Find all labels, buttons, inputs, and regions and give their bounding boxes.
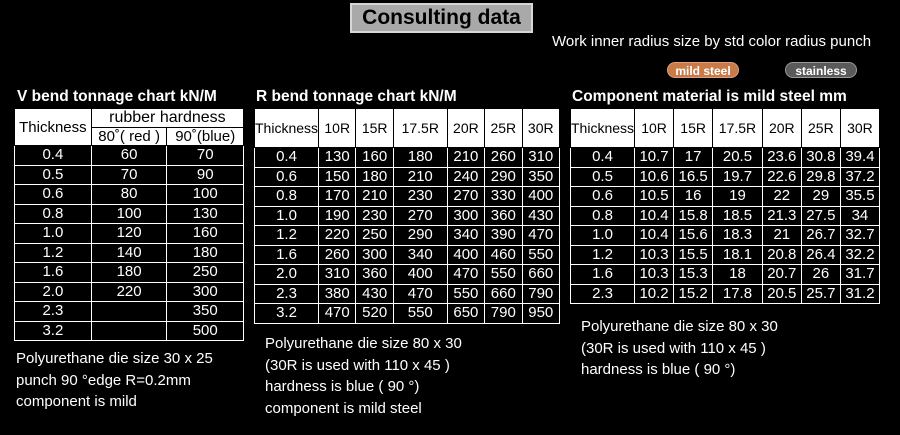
table-row	[255, 226, 560, 246]
table-cell: 790	[485, 304, 522, 324]
table-row	[15, 165, 244, 185]
table-cell: 1.6	[571, 265, 635, 285]
table-cell: 10.3	[635, 265, 674, 285]
table-cell: 2.0	[255, 265, 319, 285]
table-cell: 150	[319, 167, 356, 187]
table-cell: 1.2	[15, 243, 92, 263]
table-row	[571, 245, 880, 265]
table-row	[571, 148, 880, 168]
table-cell: 16.5	[674, 167, 713, 187]
table-cell: 20.7	[762, 265, 801, 285]
table-cell: 250	[167, 263, 244, 283]
component-notes	[581, 316, 778, 381]
table-cell: 31.7	[840, 265, 879, 285]
table-cell: 340	[393, 245, 447, 265]
column-header: Thickness	[255, 109, 319, 148]
table-cell: 400	[447, 245, 484, 265]
table-cell: 160	[356, 148, 393, 168]
table-cell: 240	[447, 167, 484, 187]
table-row	[571, 187, 880, 207]
table-cell: 31.2	[840, 284, 879, 304]
table-cell: 350	[167, 302, 244, 322]
table-cell: 18.5	[713, 206, 763, 226]
table-cell: 2.0	[15, 282, 92, 302]
table-cell: 500	[167, 321, 244, 341]
table-row	[255, 187, 560, 207]
column-header: 10R	[635, 109, 674, 148]
table-cell: 0.8	[15, 204, 92, 224]
table-row	[15, 185, 244, 205]
table-cell: 130	[167, 204, 244, 224]
column-header: 30R	[522, 109, 559, 148]
table-cell: 300	[356, 245, 393, 265]
page-title: Consulting data	[350, 3, 533, 33]
table-cell: 17.8	[713, 284, 763, 304]
column-header: 17.5R	[713, 109, 763, 148]
v-bend-notes	[16, 348, 213, 413]
table-row	[255, 148, 560, 168]
table-row	[571, 206, 880, 226]
table-cell: 100	[91, 204, 167, 224]
r-bend-notes	[265, 333, 462, 419]
page-subtitle: Work inner radius size by std color radius punch	[552, 33, 872, 50]
table-cell: 10.4	[635, 226, 674, 246]
table-cell: 1.0	[15, 224, 92, 244]
table-cell: 260	[319, 245, 356, 265]
table-cell: 220	[91, 282, 167, 302]
table-cell: 260	[485, 148, 522, 168]
table-cell: 32.7	[840, 226, 879, 246]
table-row	[571, 226, 880, 246]
table-cell: 310	[522, 148, 559, 168]
table-row	[15, 146, 244, 166]
table-cell: 22	[762, 187, 801, 207]
v-bend-note: Polyurethane die size 30 x 25	[16, 350, 213, 367]
table-cell: 19	[713, 187, 763, 207]
table-cell: 30.8	[801, 148, 840, 168]
r-bend-note: component is mild steel	[265, 399, 422, 417]
table-cell: 35.5	[840, 187, 879, 207]
r-bend-title: R bend tonnage chart kN/M	[256, 88, 457, 105]
table-cell: 0.5	[15, 165, 92, 185]
column-header: 15R	[674, 109, 713, 148]
r-bend-note: Polyurethane die size 80 x 30	[265, 335, 462, 352]
v-bend-note: component is mild	[16, 393, 137, 410]
table-cell: 270	[393, 206, 447, 226]
table-cell: 230	[393, 187, 447, 207]
column-header: 10R	[319, 109, 356, 148]
table-cell: 10.2	[635, 284, 674, 304]
table-cell: 550	[522, 245, 559, 265]
table-row	[255, 304, 560, 324]
table-cell: 70	[167, 146, 244, 166]
table-cell: 460	[485, 245, 522, 265]
table-cell: 17	[674, 148, 713, 168]
table-cell: 15.8	[674, 206, 713, 226]
table-cell: 210	[447, 148, 484, 168]
table-cell: 470	[319, 304, 356, 324]
table-cell: 70	[91, 165, 167, 185]
column-header: 17.5R	[393, 109, 447, 148]
table-cell: 470	[447, 265, 484, 285]
table-cell: 360	[485, 206, 522, 226]
table-cell: 550	[393, 304, 447, 324]
table-row	[15, 263, 244, 283]
table-cell: 0.6	[571, 187, 635, 207]
table-cell: 1.6	[255, 245, 319, 265]
table-cell: 0.5	[571, 167, 635, 187]
table-cell: 60	[91, 146, 167, 166]
table-cell: 550	[485, 265, 522, 285]
table-cell: 220	[319, 226, 356, 246]
table-row	[15, 204, 244, 224]
v-bend-note: punch 90 °edge R=0.2mm	[16, 371, 191, 389]
table-cell: 430	[522, 206, 559, 226]
table-cell: 400	[522, 187, 559, 207]
table-cell: 26.4	[801, 245, 840, 265]
table-cell: 1.2	[571, 245, 635, 265]
table-cell: 1.0	[571, 226, 635, 246]
table-cell: 39.4	[840, 148, 879, 168]
table-cell: 20.8	[762, 245, 801, 265]
table-cell: 790	[522, 284, 559, 304]
table-cell: 660	[485, 284, 522, 304]
table-cell: 23.6	[762, 148, 801, 168]
component-note: (30R is used with 110 x 45 )	[581, 339, 766, 357]
table-cell: 950	[522, 304, 559, 324]
table-row	[571, 265, 880, 285]
table-cell: 550	[447, 284, 484, 304]
v-bend-col-thickness: Thickness	[15, 109, 92, 146]
component-title: Component material is mild steel mm	[572, 88, 847, 105]
r-bend-table	[254, 108, 560, 324]
table-cell: 290	[393, 226, 447, 246]
table-cell: 25.7	[801, 284, 840, 304]
table-cell: 210	[356, 187, 393, 207]
table-cell: 80	[91, 185, 167, 205]
table-row	[255, 265, 560, 285]
v-bend-col-80-red: 80˚( red )	[91, 128, 167, 146]
table-cell: 350	[522, 167, 559, 187]
table-cell: 190	[319, 206, 356, 226]
table-cell: 380	[319, 284, 356, 304]
stainless-button[interactable]: stainless	[785, 62, 857, 78]
table-cell: 0.8	[571, 206, 635, 226]
table-cell: 19.7	[713, 167, 763, 187]
table-cell: 360	[356, 265, 393, 285]
table-cell: 1.2	[255, 226, 319, 246]
column-header: 15R	[356, 109, 393, 148]
table-row	[571, 284, 880, 304]
table-cell: 0.4	[255, 148, 319, 168]
table-cell: 130	[319, 148, 356, 168]
table-cell: 140	[91, 243, 167, 263]
table-cell: 250	[356, 226, 393, 246]
table-cell: 210	[393, 167, 447, 187]
table-cell: 29.8	[801, 167, 840, 187]
table-cell: 300	[167, 282, 244, 302]
table-cell: 180	[356, 167, 393, 187]
column-header: 25R	[801, 109, 840, 148]
table-cell: 18.1	[713, 245, 763, 265]
table-cell: 1.0	[255, 206, 319, 226]
table-cell: 0.4	[571, 148, 635, 168]
table-row	[255, 245, 560, 265]
table-cell: 470	[522, 226, 559, 246]
table-cell: 18.3	[713, 226, 763, 246]
table-cell: 21	[762, 226, 801, 246]
table-cell: 2.3	[571, 284, 635, 304]
table-cell: 20.5	[713, 148, 763, 168]
table-cell: 470	[393, 284, 447, 304]
table-cell: 230	[356, 206, 393, 226]
table-cell: 27.5	[801, 206, 840, 226]
table-cell: 120	[91, 224, 167, 244]
table-cell: 3.2	[255, 304, 319, 324]
table-row	[571, 167, 880, 187]
table-row	[255, 206, 560, 226]
table-cell: 26	[801, 265, 840, 285]
table-cell: 330	[485, 187, 522, 207]
table-cell: 15.3	[674, 265, 713, 285]
table-cell: 10.4	[635, 206, 674, 226]
table-cell: 26.7	[801, 226, 840, 246]
table-cell: 10.5	[635, 187, 674, 207]
column-header: 20R	[447, 109, 484, 148]
table-cell: 16	[674, 187, 713, 207]
table-cell: 22.6	[762, 167, 801, 187]
table-cell: 300	[447, 206, 484, 226]
table-cell: 100	[167, 185, 244, 205]
table-row	[15, 321, 244, 341]
table-cell: 180	[393, 148, 447, 168]
table-cell: 520	[356, 304, 393, 324]
column-header: 30R	[840, 109, 879, 148]
table-cell: 390	[485, 226, 522, 246]
table-cell: 270	[447, 187, 484, 207]
table-cell: 10.3	[635, 245, 674, 265]
table-cell: 21.3	[762, 206, 801, 226]
r-bend-note: hardness is blue ( 90 °)	[265, 378, 420, 395]
v-bend-table	[14, 108, 244, 341]
table-row	[15, 224, 244, 244]
table-cell: 660	[522, 265, 559, 285]
r-bend-note: (30R is used with 110 x 45 )	[265, 356, 450, 374]
table-cell: 90	[167, 165, 244, 185]
v-bend-title: V bend tonnage chart kN/M	[17, 88, 217, 105]
table-cell: 18	[713, 265, 763, 285]
table-cell	[91, 321, 167, 341]
table-cell: 400	[393, 265, 447, 285]
table-cell	[91, 302, 167, 322]
v-bend-col-rubber-hardness: rubber hardness	[91, 109, 243, 128]
table-cell: 170	[319, 187, 356, 207]
table-cell: 15.2	[674, 284, 713, 304]
table-cell: 20.5	[762, 284, 801, 304]
table-cell: 15.6	[674, 226, 713, 246]
table-cell: 180	[91, 263, 167, 283]
table-cell: 2.3	[15, 302, 92, 322]
table-cell: 340	[447, 226, 484, 246]
mild-steel-button[interactable]: mild steel	[667, 62, 739, 78]
table-cell: 430	[356, 284, 393, 304]
table-row	[255, 167, 560, 187]
table-cell: 32.2	[840, 245, 879, 265]
table-row	[15, 243, 244, 263]
column-header: Thickness	[571, 109, 635, 148]
table-cell: 160	[167, 224, 244, 244]
v-bend-col-90-blue: 90˚(blue)	[167, 128, 244, 146]
table-row	[255, 284, 560, 304]
table-cell: 650	[447, 304, 484, 324]
table-cell: 290	[485, 167, 522, 187]
table-cell: 0.6	[255, 167, 319, 187]
table-cell: 10.7	[635, 148, 674, 168]
component-note: Polyurethane die size 80 x 30	[581, 318, 778, 335]
table-cell: 0.6	[15, 185, 92, 205]
table-cell: 310	[319, 265, 356, 285]
table-cell: 180	[167, 243, 244, 263]
table-cell: 29	[801, 187, 840, 207]
component-note: hardness is blue ( 90 °)	[581, 361, 736, 378]
table-cell: 3.2	[15, 321, 92, 341]
column-header: 25R	[485, 109, 522, 148]
table-row	[15, 282, 244, 302]
table-cell: 34	[840, 206, 879, 226]
table-cell: 0.8	[255, 187, 319, 207]
table-cell: 10.6	[635, 167, 674, 187]
table-cell: 1.6	[15, 263, 92, 283]
table-row	[15, 302, 244, 322]
table-cell: 2.3	[255, 284, 319, 304]
table-cell: 0.4	[15, 146, 92, 166]
table-cell: 37.2	[840, 167, 879, 187]
component-table	[570, 108, 880, 304]
column-header: 20R	[762, 109, 801, 148]
table-cell: 15.5	[674, 245, 713, 265]
